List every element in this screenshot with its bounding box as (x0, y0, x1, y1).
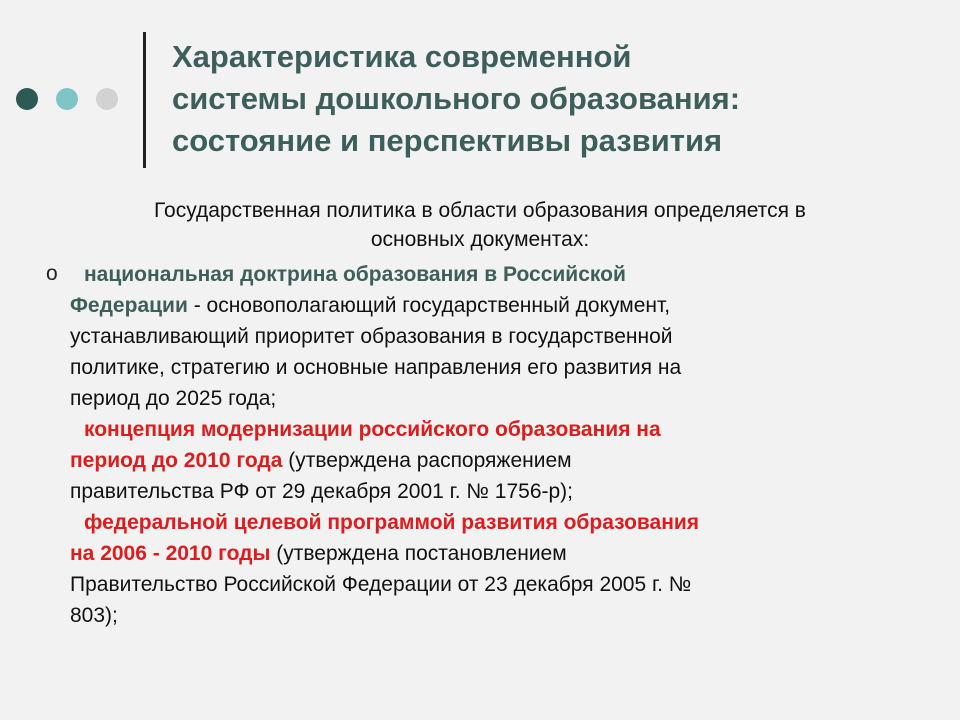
document-description: (утверждена распоряжением (282, 449, 572, 472)
list-item (0, 259, 960, 414)
document-description: (утверждена постановлением (270, 542, 567, 565)
dot-gray (96, 88, 118, 110)
document-name-cont: на 2006 - 2010 годы (70, 542, 271, 565)
title-line-1: Характеристика современной (172, 39, 632, 74)
bullet-marker: o (46, 262, 58, 285)
document-description: - основополагающий государственный документ, (187, 294, 671, 317)
description-line: 803); (70, 604, 118, 627)
intro-line-1: Государственная политика в области образования определяется в (154, 199, 806, 222)
description-line: правительства РФ от 29 декабря 2001 г. № 1756-р); (70, 480, 573, 503)
slide-title (172, 36, 932, 162)
document-name: федеральной целевой программой развития образования (84, 511, 700, 534)
intro-text (40, 196, 920, 254)
document-name-cont: Федерации (70, 294, 188, 317)
description-line: Правительство Российской Федерации от 23 декабря 2005 г. № (70, 573, 692, 596)
list-item (0, 414, 960, 507)
dot-light (56, 88, 78, 110)
intro-line-2: основных документах: (370, 228, 590, 251)
description-line: период до 2025 года; (70, 387, 277, 410)
title-line-3: состояние и перспективы развития (172, 123, 723, 158)
document-name: национальная доктрина образования в Российской (84, 263, 626, 286)
title-divider (143, 32, 146, 168)
list-item (0, 507, 960, 631)
description-line: устанавливающий приоритет образования в государственной (70, 325, 673, 348)
dot-dark (16, 88, 38, 110)
description-line: политике, стратегию и основные направления его развития на (70, 356, 682, 379)
document-name: концепция модернизации российского образования на (84, 418, 661, 441)
decorative-dots (16, 88, 126, 112)
document-list (0, 259, 960, 631)
document-name-cont: период до 2010 года (70, 449, 283, 472)
title-line-2: системы дошкольного образования: (172, 81, 741, 116)
